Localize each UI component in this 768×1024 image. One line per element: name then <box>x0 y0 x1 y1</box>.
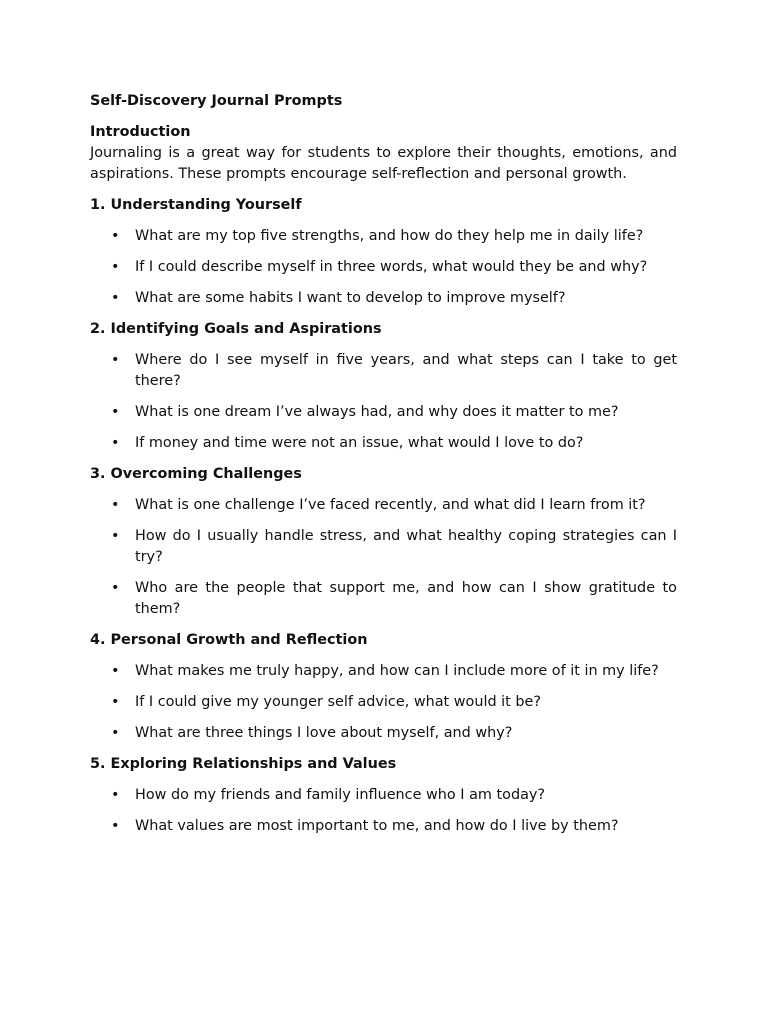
bullet-icon: • <box>111 818 120 834</box>
list-item <box>90 816 677 837</box>
list-item <box>90 433 677 454</box>
prompt-list-relationships-and-values <box>90 785 677 837</box>
list-item-text: What makes me truly happy, and how can I include more of it in my life? <box>135 663 659 679</box>
list-item <box>90 723 677 744</box>
bullet-icon: • <box>111 580 120 596</box>
list-item <box>90 226 677 247</box>
bullet-icon: • <box>111 694 120 710</box>
list-item-text: What are some habits I want to develop to improve myself? <box>135 290 566 306</box>
list-item-text: What is one challenge I’ve faced recently, and what did I learn from it? <box>135 497 646 513</box>
bullet-icon: • <box>111 787 120 803</box>
list-item <box>90 785 677 806</box>
bullet-icon: • <box>111 259 120 275</box>
prompt-list-goals-and-aspirations <box>90 350 677 454</box>
prompt-list-overcoming-challenges <box>90 495 677 620</box>
bullet-icon: • <box>111 663 120 679</box>
list-item-text: How do my friends and family influence who I am today? <box>135 787 546 803</box>
document-page <box>90 91 677 847</box>
bullet-icon: • <box>111 404 120 420</box>
section-heading-overcoming-challenges: 3. Overcoming Challenges <box>90 466 302 482</box>
list-item <box>90 526 677 568</box>
introduction-heading: Introduction <box>90 124 191 140</box>
list-item-text: What values are most important to me, and how do I live by them? <box>135 818 619 834</box>
list-item <box>90 350 677 392</box>
section-heading-personal-growth: 4. Personal Growth and Reflection <box>90 632 368 648</box>
prompt-list-personal-growth <box>90 661 677 744</box>
list-item <box>90 692 677 713</box>
list-item-text: What is one dream I’ve always had, and why does it matter to me? <box>135 404 619 420</box>
list-item-text: If I could give my younger self advice, what would it be? <box>135 694 542 710</box>
bullet-icon: • <box>111 352 120 368</box>
introduction-text: Journaling is a great way for students to explore their thoughts, emotions, and aspirations. These prompts encourage self-reflection and personal growth. <box>90 145 677 182</box>
list-item <box>90 495 677 516</box>
bullet-icon: • <box>111 228 120 244</box>
section-heading-understanding-yourself: 1. Understanding Yourself <box>90 197 302 213</box>
list-item-text: What are my top five strengths, and how do they help me in daily life? <box>135 228 644 244</box>
document-title: Self-Discovery Journal Prompts <box>90 93 343 109</box>
list-item-text: How do I usually handle stress, and what healthy coping strategies can I try? <box>135 528 677 565</box>
list-item <box>90 402 677 423</box>
list-item <box>90 578 677 620</box>
prompt-list-understanding-yourself <box>90 226 677 309</box>
bullet-icon: • <box>111 290 120 306</box>
bullet-icon: • <box>111 435 120 451</box>
list-item-text: What are three things I love about myself, and why? <box>135 725 513 741</box>
list-item <box>90 257 677 278</box>
list-item-text: If I could describe myself in three words, what would they be and why? <box>135 259 648 275</box>
bullet-icon: • <box>111 725 120 741</box>
section-heading-goals-and-aspirations: 2. Identifying Goals and Aspirations <box>90 321 382 337</box>
bullet-icon: • <box>111 528 120 544</box>
list-item <box>90 661 677 682</box>
section-heading-relationships-and-values: 5. Exploring Relationships and Values <box>90 756 397 772</box>
list-item-text: Where do I see myself in five years, and what steps can I take to get there? <box>135 352 677 389</box>
bullet-icon: • <box>111 497 120 513</box>
list-item-text: Who are the people that support me, and how can I show gratitude to them? <box>135 580 677 617</box>
list-item-text: If money and time were not an issue, what would I love to do? <box>135 435 584 451</box>
list-item <box>90 288 677 309</box>
